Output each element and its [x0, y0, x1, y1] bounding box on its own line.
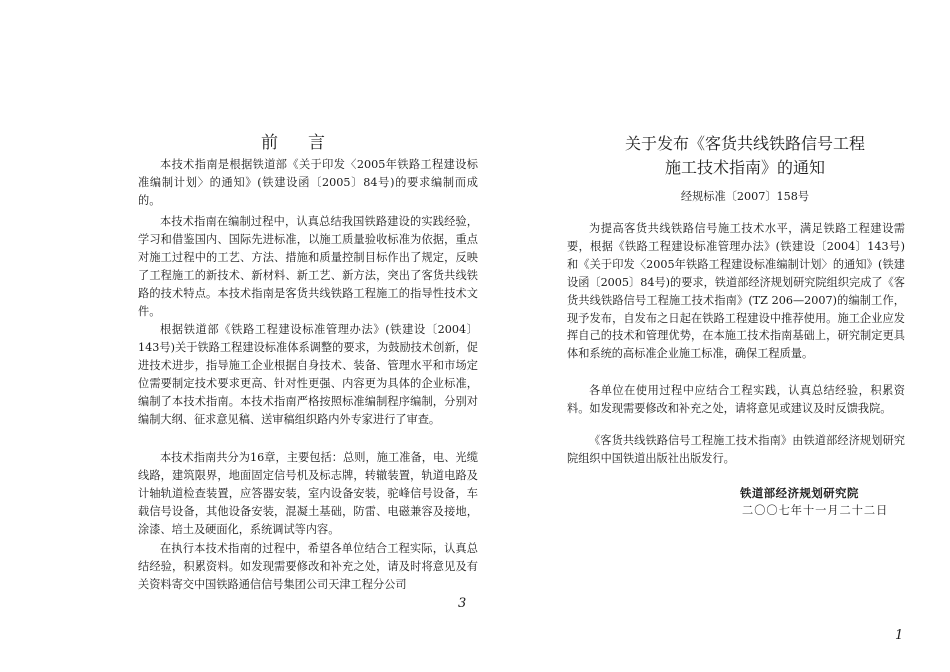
notice-title-line-2: 施工技术指南》的通知 [664, 158, 825, 177]
notice-paragraph-2-text: 各单位在使用过程中应结合工程实践，认真总结经验，积累资料。如发现需要修改和补充之处，请将意见或建议及时反馈我院。 [567, 384, 905, 415]
preface-paragraph-4 [138, 449, 478, 539]
preface-paragraph-3-text: 根据铁道部《铁路工程建设标准管理办法》(铁建设〔2004〕143号)关于铁路工程建设标准体系调整的要求，为鼓励技术创新，促进技术进步，指导施工企业根据自身技术、装备、管理水平和市场定位需要制定技术要求更高、针对性更强、内容更为具体的企业标准，编制了本技术指南。本技术指南严格按照标准编制程序编制，分别对编制大纲、征求意见稿、送审稿组织路内外专家进行了审查。 [138, 323, 478, 426]
notice-paragraph-1-text: 为提高客货共线铁路信号施工技术水平，满足铁路工程建设需要，根据《铁路工程建设标准管理办法》(铁建设〔2004〕143号)和《关于印发〈2005年铁路工程建设标准编制计划〉的通知》(铁建设函〔2005〕84号)的要求，铁道部经济规划研究院组织完成了《客货共线铁路信号工程施工技术指南》(TZ 206—2007)的编制工作，现予发布，自发布之日起在铁路工程建设中推荐使用。施工企业应发挥自己的技术和管理优势，在本施工技术指南基础上，研究制定更具体和系统的高标准企业施工标准，确保工程质量。 [567, 222, 905, 361]
notice-paragraph-2 [567, 382, 905, 418]
issuer-name: 铁道部经济规划研究院 [740, 486, 859, 500]
preface-paragraph-2-text: 本技术指南在编制过程中，认真总结我国铁路建设的实践经验，学习和借鉴国内、国际先进标准，以施工质量验收标准为依据，重点对施工过程中的工艺、方法、措施和质量控制目标作出了规定，反映了工程施工的新技术、新材料、新工艺、新方法，突出了客货共线铁路的技术特点。本技术指南是客货共线铁路工程施工的指导性技术文件。 [138, 215, 478, 318]
preface-paragraph-3 [138, 321, 478, 428]
notice-title [585, 132, 905, 180]
preface-paragraph-1 [138, 156, 478, 210]
preface-paragraph-4-text: 本技术指南共分为16章，主要包括：总则，施工准备，电、光缆线路，建筑限界，地面固定信号机及标志牌，转辙装置，轨道电路及计轴轨道检查装置，应答器安装，室内设备安装，驼峰信号设备，车载信号设备，其他设备安装，混凝土基础，防雷、电磁兼容及接地，涂漆、培土及硬面化，系统调试等内容。 [138, 451, 478, 536]
document-number: 经规标准〔2007〕158号 [680, 190, 810, 203]
notice-paragraph-3-text: 《客货共线铁路信号工程施工技术指南》由铁道部经济规划研究院组织中国铁道出版社出版发行。 [567, 434, 905, 465]
preface-paragraph-2 [138, 213, 478, 320]
preface-title: 前言 [261, 133, 355, 153]
preface-paragraph-5 [138, 540, 478, 594]
right-page-number: 1 [895, 628, 904, 643]
preface-paragraph-1-text: 本技术指南是根据铁道部《关于印发〈2005年铁路工程建设标准编制计划〉的通知》(铁建设函〔2005〕84号)的要求编制而成的。 [138, 158, 478, 207]
notice-paragraph-3 [567, 432, 905, 468]
notice-paragraph-1 [567, 220, 905, 363]
right-page [475, 0, 950, 672]
left-page-number: 3 [458, 596, 467, 611]
issue-date: 二〇〇七年十一月二十二日 [742, 504, 889, 517]
notice-title-line-1: 关于发布《客货共线铁路信号工程 [624, 134, 865, 153]
preface-paragraph-5-text: 在执行本技术指南的过程中，希望各单位结合工程实际，认真总结经验，积累资料。如发现需要修改和补充之处，请及时将意见及有关资料寄交中国铁路通信信号集团公司天津工程分公司 [138, 542, 478, 591]
